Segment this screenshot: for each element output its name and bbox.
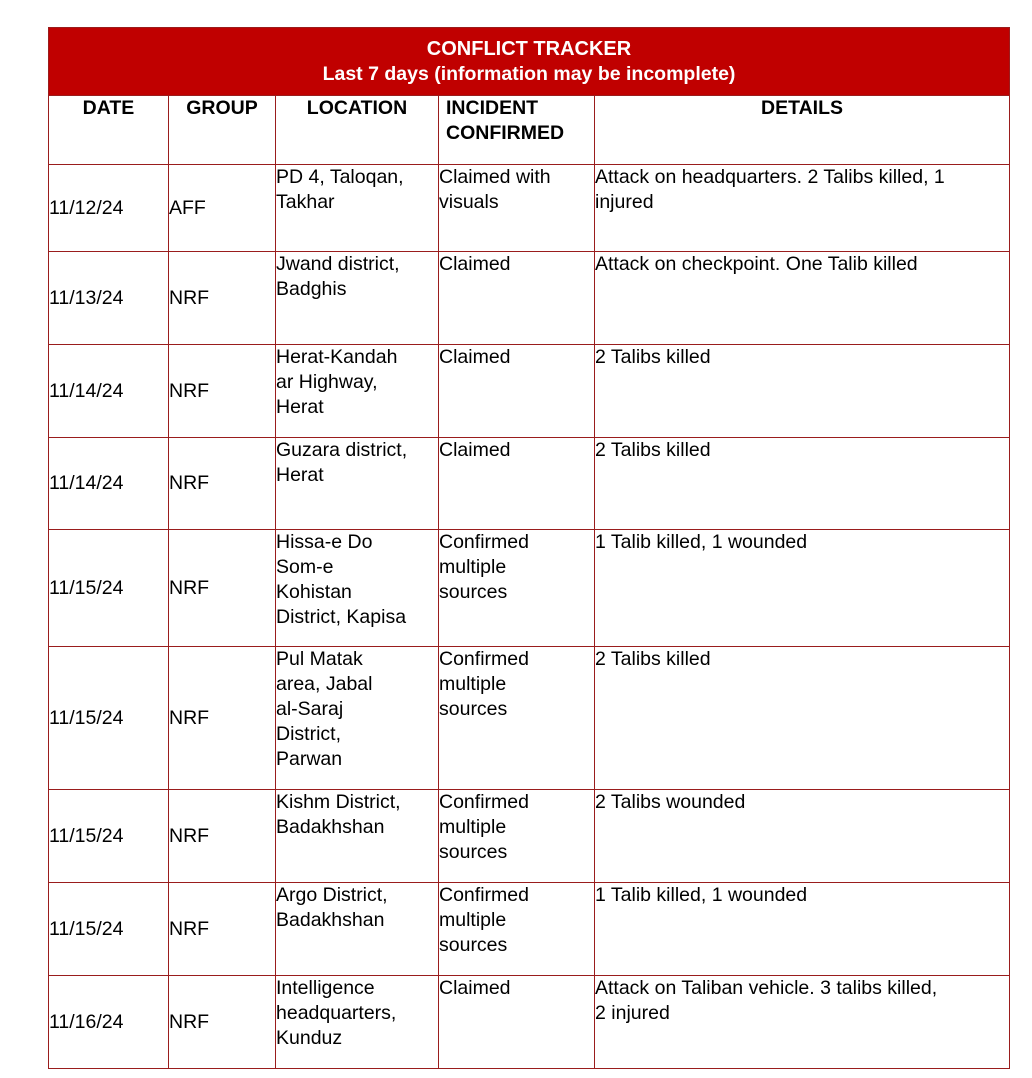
table-title: CONFLICT TRACKER [426,38,632,60]
cell-date: 11/15/24 [49,647,169,790]
cell-incident-confirmed [439,883,595,976]
cell-group: NRF [169,883,276,976]
cell-location-line: Badakhshan [276,816,385,838]
cell-details [595,530,1010,647]
cell-location-line: Badghis [276,278,347,300]
cell-incident-confirmed-line: Claimed [439,253,511,275]
cell-incident-confirmed-line: Claimed [439,977,511,999]
cell-location-line: Kohistan [276,581,352,603]
cell-location-line: Jwand district, [276,253,400,275]
table-title-banner [49,28,1010,96]
table-subtitle: Last 7 days (information may be incomplete) [322,63,736,85]
cell-incident-confirmed-line: multiple [439,556,507,578]
cell-date: 11/15/24 [49,530,169,647]
cell-group: NRF [169,647,276,790]
cell-details-line: 2 Talibs killed [595,346,711,368]
cell-incident-confirmed-line: Confirmed [439,791,529,813]
column-header-incident-confirmed [439,96,595,165]
cell-details-line: Attack on checkpoint. One Talib killed [595,253,918,275]
cell-location-line: area, Jabal [276,673,373,695]
cell-incident-confirmed [439,345,595,438]
column-header-group: GROUP [169,96,276,165]
cell-details-line: injured [595,191,654,213]
cell-incident-confirmed-line: Claimed [439,346,511,368]
cell-details-line: 2 Talibs killed [595,439,711,461]
cell-incident-confirmed [439,530,595,647]
column-header-incident-line1: INCIDENT [446,97,539,119]
cell-location-line: Pul Matak [276,648,363,670]
cell-details-line: 2 Talibs wounded [595,791,746,813]
cell-location-line: Intelligence [276,977,375,999]
cell-date: 11/16/24 [49,976,169,1069]
cell-date: 11/15/24 [49,883,169,976]
table-row [49,345,1010,438]
cell-location [276,252,439,345]
cell-group: NRF [169,530,276,647]
cell-location [276,165,439,252]
cell-incident-confirmed-line: multiple [439,673,507,695]
cell-details-line: 2 injured [595,1002,670,1024]
cell-location [276,976,439,1069]
cell-incident-confirmed [439,252,595,345]
cell-incident-confirmed [439,165,595,252]
cell-date: 11/14/24 [49,345,169,438]
cell-group: NRF [169,976,276,1069]
cell-location-line: Hissa-e Do [276,531,373,553]
column-header-date: DATE [49,96,169,165]
title-row [49,28,1010,96]
cell-location-line: Kishm District, [276,791,401,813]
cell-location-line: ar Highway, [276,371,378,393]
cell-incident-confirmed [439,790,595,883]
cell-date: 11/15/24 [49,790,169,883]
cell-incident-confirmed-line: Claimed with [439,166,551,188]
cell-details [595,976,1010,1069]
cell-details-line: 1 Talib killed, 1 wounded [595,884,808,906]
cell-details-line: 2 Talibs killed [595,648,711,670]
table-row [49,647,1010,790]
cell-location-line: Argo District, [276,884,388,906]
cell-group: NRF [169,252,276,345]
table-row [49,790,1010,883]
cell-location [276,345,439,438]
cell-location-line: headquarters, [276,1002,397,1024]
cell-incident-confirmed-line: sources [439,841,508,863]
column-header-row [49,96,1010,165]
cell-location [276,530,439,647]
cell-location-line: District, Kapisa [276,606,407,628]
cell-incident-confirmed-line: multiple [439,816,507,838]
table-row [49,438,1010,530]
cell-location-line: Herat [276,396,324,418]
cell-details [595,252,1010,345]
cell-incident-confirmed-line: sources [439,698,508,720]
cell-details-line: 1 Talib killed, 1 wounded [595,531,808,553]
column-header-details: DETAILS [595,96,1010,165]
conflict-tracker-table [48,27,1010,1069]
cell-location [276,883,439,976]
cell-incident-confirmed [439,647,595,790]
cell-group: NRF [169,438,276,530]
cell-date: 11/13/24 [49,252,169,345]
cell-details-line: Attack on Taliban vehicle. 3 talibs killed, [595,977,938,999]
cell-incident-confirmed-line: Confirmed [439,884,529,906]
cell-location-line: Som-e [276,556,334,578]
cell-incident-confirmed-line: Claimed [439,439,511,461]
cell-date: 11/12/24 [49,165,169,252]
cell-location-line: al-Saraj [276,698,344,720]
table-row [49,883,1010,976]
table-row [49,530,1010,647]
cell-incident-confirmed-line: Confirmed [439,531,529,553]
cell-location-line: Badakhshan [276,909,385,931]
cell-incident-confirmed-line: visuals [439,191,499,213]
cell-location [276,647,439,790]
table-row [49,165,1010,252]
cell-location-line: Herat-Kandah [276,346,398,368]
table-body [49,165,1010,1069]
cell-group: NRF [169,345,276,438]
table-row [49,252,1010,345]
cell-date: 11/14/24 [49,438,169,530]
cell-incident-confirmed-line: Confirmed [439,648,529,670]
cell-location-line: Guzara district, [276,439,408,461]
cell-location-line: District, [276,723,341,745]
cell-location [276,438,439,530]
cell-details [595,883,1010,976]
cell-location-line: Parwan [276,748,343,770]
cell-incident-confirmed-line: multiple [439,909,507,931]
cell-details [595,790,1010,883]
cell-group: NRF [169,790,276,883]
column-header-incident-line2: CONFIRMED [446,122,565,144]
cell-location-line: Herat [276,464,324,486]
cell-details-line: Attack on headquarters. 2 Talibs killed, 1 [595,166,945,188]
cell-details [595,647,1010,790]
cell-details [595,165,1010,252]
cell-details [595,438,1010,530]
column-header-location: LOCATION [276,96,439,165]
table-row [49,976,1010,1069]
cell-incident-confirmed-line: sources [439,934,508,956]
cell-location [276,790,439,883]
cell-location-line: Kunduz [276,1027,343,1049]
cell-incident-confirmed-line: sources [439,581,508,603]
cell-location-line: Takhar [276,191,335,213]
cell-incident-confirmed [439,976,595,1069]
cell-incident-confirmed [439,438,595,530]
cell-location-line: PD 4, Taloqan, [276,166,404,188]
cell-group: AFF [169,165,276,252]
cell-details [595,345,1010,438]
